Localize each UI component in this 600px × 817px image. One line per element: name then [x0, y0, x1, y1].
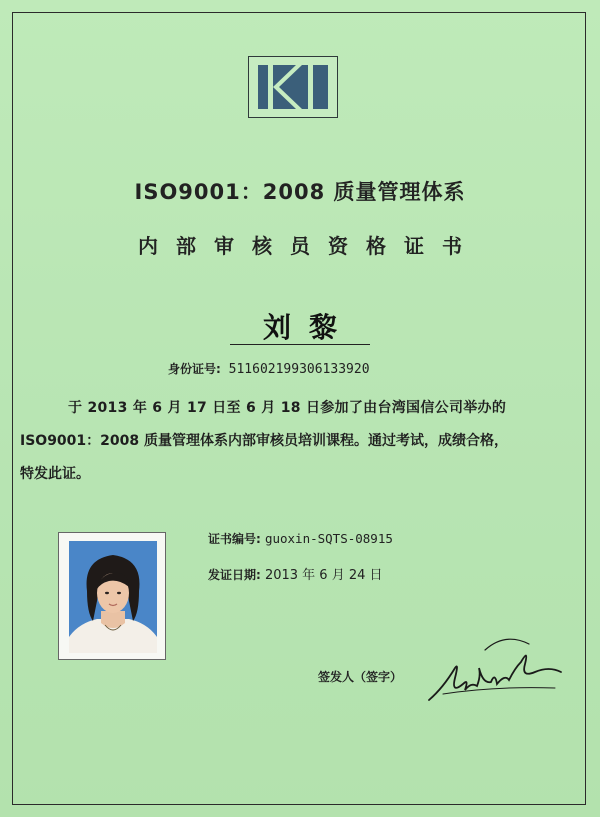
body-paragraph-1: 于 2013 年 6 月 17 日至 6 月 18 日参加了由台湾国信公司举办的 [68, 400, 507, 416]
certificate-number-value: guoxin-SQTS-08915 [264, 531, 393, 546]
signer-label: 签发人（签字） [318, 670, 403, 684]
holder-name: 刘黎 [262, 311, 355, 344]
id-number-value: 511602199306133920 [228, 362, 370, 377]
certificate-number-label: 证书编号: [208, 532, 261, 546]
k-logo-icon [258, 65, 328, 109]
issue-date-value: 2013 年 6 月 24 日 [264, 568, 383, 583]
id-number-row [168, 360, 370, 377]
certificate-number-row [208, 530, 393, 547]
issue-date-label: 发证日期: [208, 568, 261, 582]
body-paragraph-3: 特发此证。 [20, 466, 90, 482]
certificate-title-line-1: ISO9001：2008 质量管理体系 [134, 180, 466, 204]
portrait-photo-icon [69, 541, 157, 653]
certificate-body [20, 392, 584, 491]
signature [425, 628, 565, 712]
holder-photo [58, 532, 166, 660]
certificate-title-line-2: 内部审核员资格证书 [138, 234, 480, 258]
id-number-label: 身份证号: [168, 362, 221, 376]
issue-date-row [208, 564, 383, 583]
handwritten-signature-icon [425, 628, 565, 708]
company-logo [248, 56, 338, 118]
body-paragraph-2: ISO9001：2008 质量管理体系内部审核员培训课程。通过考试，成绩合格， [20, 433, 508, 449]
name-underline [230, 344, 370, 345]
